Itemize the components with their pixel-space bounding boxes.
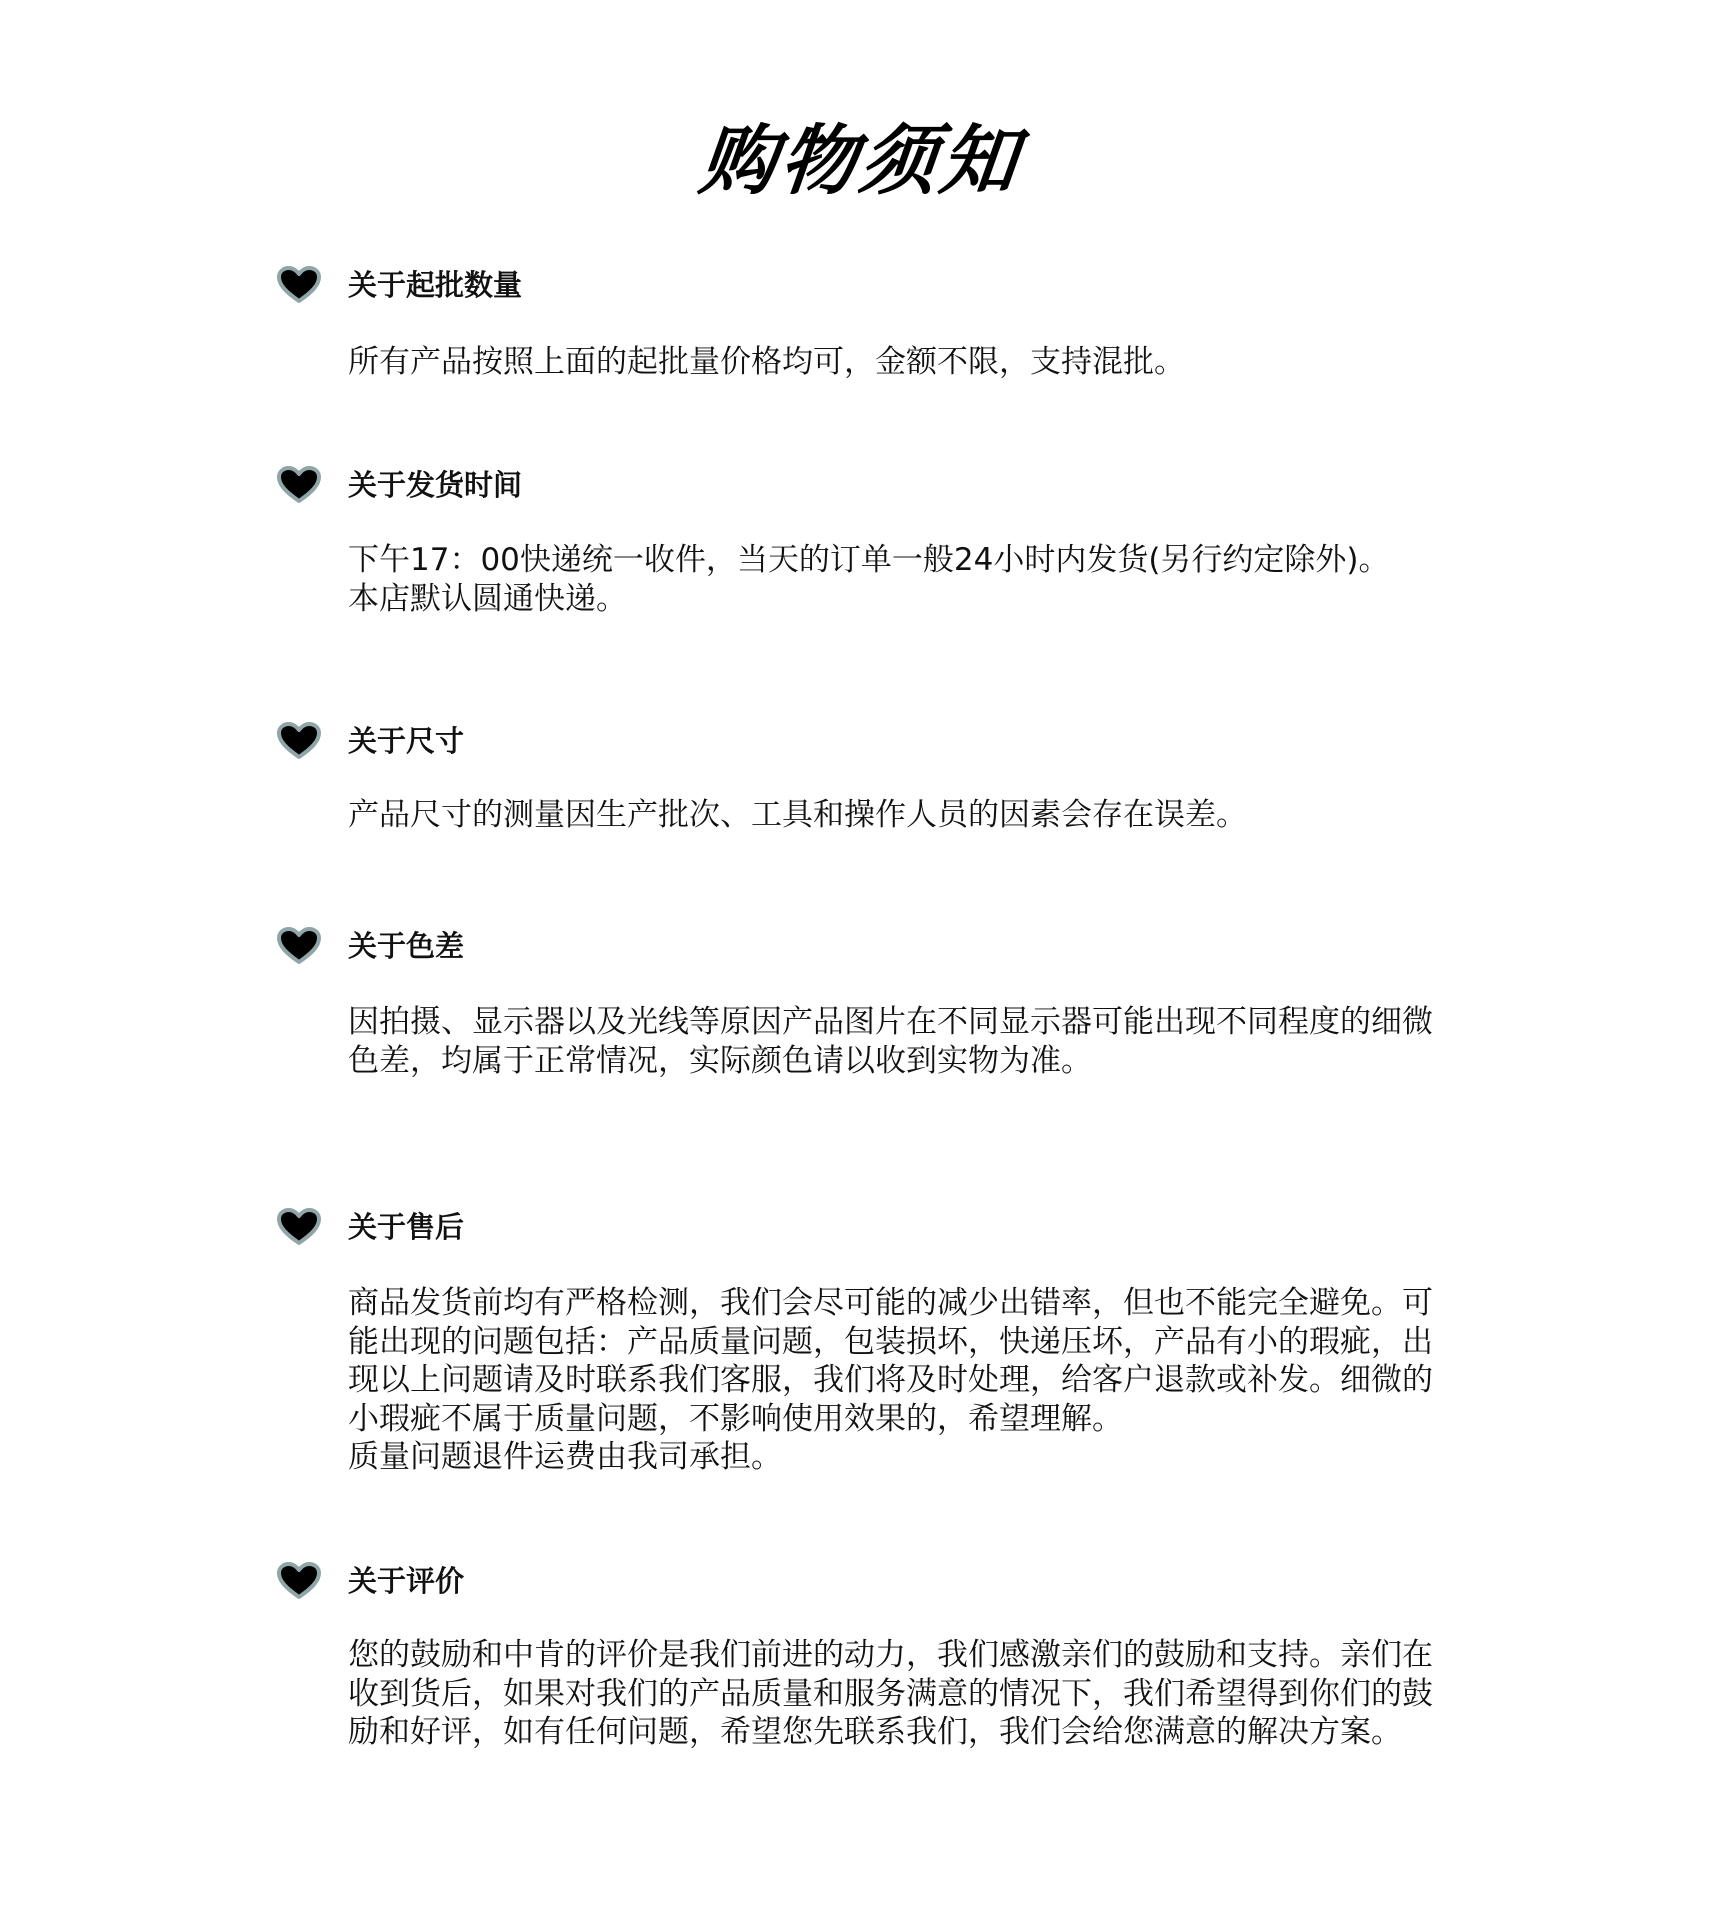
body-line: 收到货后，如果对我们的产品质量和服务满意的情况下，我们希望得到你们的鼓 [348, 1675, 1433, 1712]
section-body [348, 796, 1478, 835]
body-line: 本店默认圆通快递。 [348, 580, 627, 617]
body-line: 小瑕疵不属于质量问题，不影响使用效果的，希望理解。 [348, 1400, 1123, 1437]
body-line: 能出现的问题包括：产品质量问题，包装损坏，快递压坏，产品有小的瑕疵，出 [348, 1323, 1433, 1360]
body-line: 质量问题退件运费由我司承担。 [348, 1439, 782, 1475]
section-body [348, 1636, 1478, 1752]
body-line: 励和好评，如有任何问题，希望您先联系我们，我们会给您满意的解决方案。 [348, 1714, 1402, 1750]
section-heading: 关于尺寸 [348, 724, 465, 758]
section-heading: 关于售后 [348, 1210, 465, 1244]
heart-icon [276, 1561, 322, 1601]
section-heading: 关于起批数量 [348, 268, 523, 302]
heart-icon [276, 926, 322, 966]
section-heading: 关于评价 [348, 1564, 465, 1598]
section-body [348, 343, 1478, 382]
body-line: 因拍摄、显示器以及光线等原因产品图片在不同显示器可能出现不同程度的细微 [348, 1004, 1433, 1040]
heart-icon [276, 1207, 322, 1247]
section-heading: 关于色差 [348, 929, 465, 963]
section-body [348, 1003, 1478, 1080]
body-line: 现以上问题请及时联系我们客服，我们将及时处理，给客户退款或补发。细微的 [348, 1362, 1433, 1398]
heart-icon [276, 721, 322, 761]
heart-icon [276, 465, 322, 505]
body-line: 您的鼓励和中肯的评价是我们前进的动力，我们感激亲们的鼓励和支持。亲们在 [348, 1637, 1433, 1673]
section-body [348, 541, 1478, 618]
section-heading: 关于发货时间 [348, 468, 523, 502]
body-line: 商品发货前均有严格检测，我们会尽可能的减少出错率，但也不能完全避免。可 [348, 1285, 1433, 1321]
body-line: 下午17：00快递统一收件，当天的订单一般24小时内发货(另行约定除外)。 [348, 542, 1390, 578]
body-line: 色差，均属于正常情况，实际颜色请以收到实物为准。 [348, 1042, 1092, 1079]
body-line: 所有产品按照上面的起批量价格均可，金额不限，支持混批。 [348, 344, 1185, 380]
body-line: 产品尺寸的测量因生产批次、工具和操作人员的因素会存在误差。 [348, 797, 1247, 833]
page-title: 购物须知 [695, 116, 1026, 205]
section-body [348, 1284, 1478, 1477]
heart-icon [276, 265, 322, 305]
